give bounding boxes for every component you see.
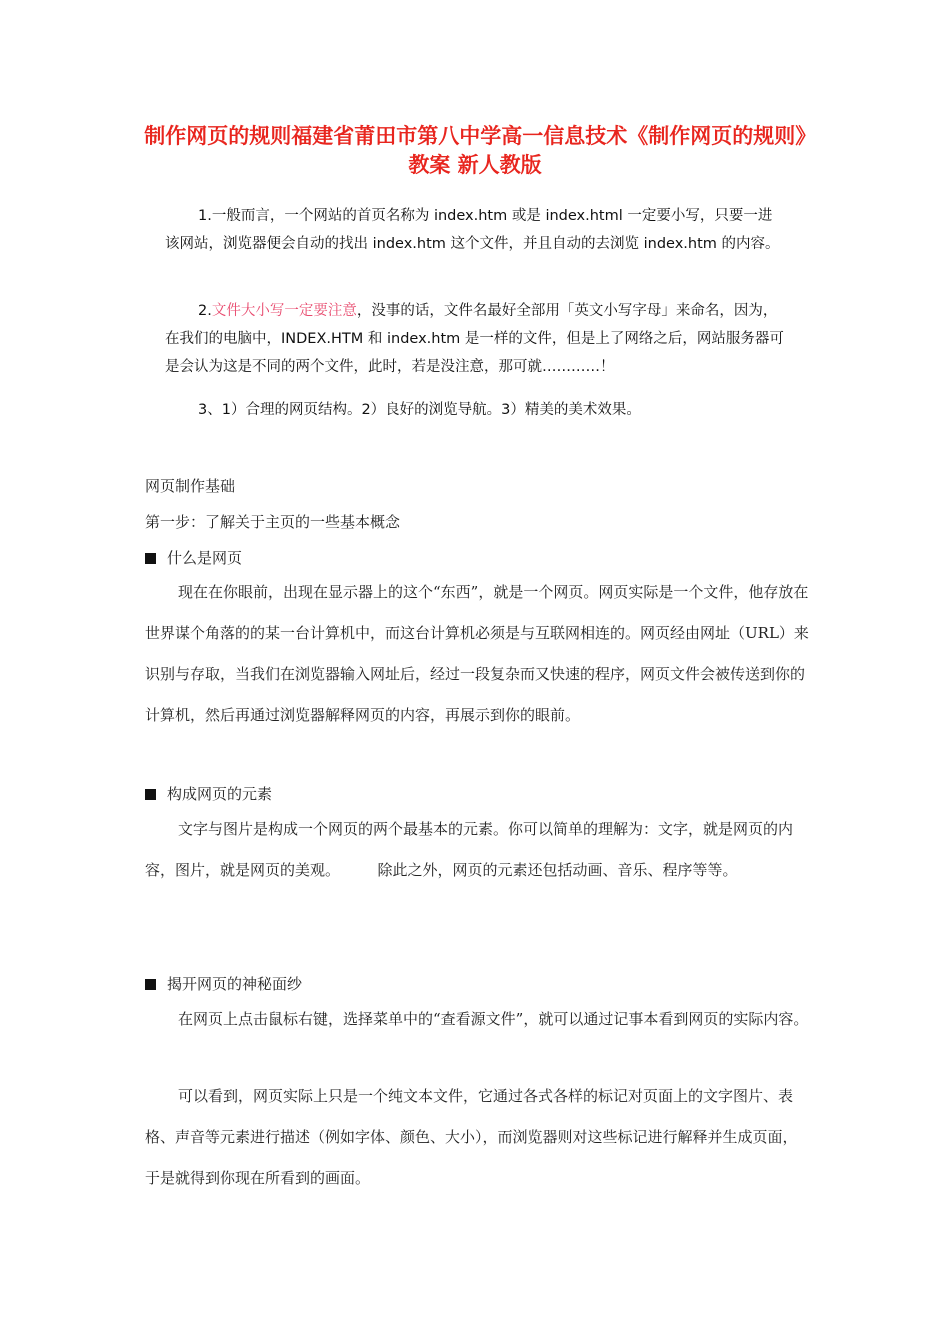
paragraph-what-is-webpage: 现在在你眼前，出现在显示器上的这个“东西”，就是一个网页。网页实际是一个文件，他存放在世界谋个角落的的某一台计算机中，而这台计算机必须是与互联网相连的。网页经由网址（URL）来识别与存取，当我们在浏览器输入网址后，经过一段复杂而又快速的程序，网页文件会被传送到你的计算机，然后再通过浏览器解释网页的内容，再展示到你的眼前。	[145, 583, 809, 724]
rule-2-prefix: 2.	[198, 303, 212, 319]
rule-3-text: 3、1）合理的网页结构。2）良好的浏览导航。3）精美的美术效果。	[198, 402, 641, 418]
rule-2	[165, 297, 785, 381]
rule-2-highlight: 文件大小写一定要注意	[211, 303, 357, 319]
rule-1	[165, 202, 785, 258]
step-1-heading: 第一步：了解关于主页的一些基本概念	[145, 513, 401, 531]
paragraph-view-source: 在网页上点击鼠标右键，选择菜单中的“查看源文件”，就可以通过记事本看到网页的实际内容。	[178, 1010, 809, 1028]
paragraph-webpage-elements: 文字与图片是构成一个网页的两个最基本的元素。你可以简单的理解为：文字，就是网页的内容，图片，就是网页的美观。 除此之外，网页的元素还包括动画、音乐、程序等等。	[145, 820, 794, 879]
bullet-webpage-elements	[145, 783, 810, 805]
bullet-heading: 揭开网页的神秘面纱	[167, 975, 303, 993]
bullet-what-is-webpage	[145, 547, 810, 569]
document-title: 制作网页的规则福建省莆田市第八中学高一信息技术《制作网页的规则》教案 新人教版	[144, 124, 806, 177]
square-bullet-icon	[145, 979, 156, 990]
paragraph-plain-text: 可以看到，网页实际上只是一个纯文本文件，它通过各式各样的标记对页面上的文字图片、表格、声音等元素进行描述（例如字体、颜色、大小），而浏览器则对这些标记进行解释并生成页面，于是就得到你现在所看到的画面。	[145, 1087, 798, 1187]
rule-2-text: ，没事的话，文件名最好全部用「英文小写字母」来命名，因为，在我们的电脑中，INDEX.HTM 和 index.htm 是一样的文件，但是上了网络之后，网站服务器可是会认为这是不同的两个文件，此时，若是没注意，那可就…………！	[165, 303, 784, 375]
square-bullet-icon	[145, 789, 156, 800]
bullet-heading: 构成网页的元素	[167, 785, 273, 803]
section-title: 网页制作基础	[145, 477, 236, 495]
rule-3	[165, 396, 785, 424]
bullet-heading: 什么是网页	[167, 549, 243, 567]
rule-1-text: 1.一般而言，一个网站的首页名称为 index.htm 或是 index.html 一定要小写，只要一进该网站，浏览器便会自动的找出 index.htm 这个文件，并且自动的去浏览 index.htm 的内容。	[165, 208, 780, 252]
square-bullet-icon	[145, 553, 156, 564]
bullet-webpage-mystery	[145, 973, 810, 995]
